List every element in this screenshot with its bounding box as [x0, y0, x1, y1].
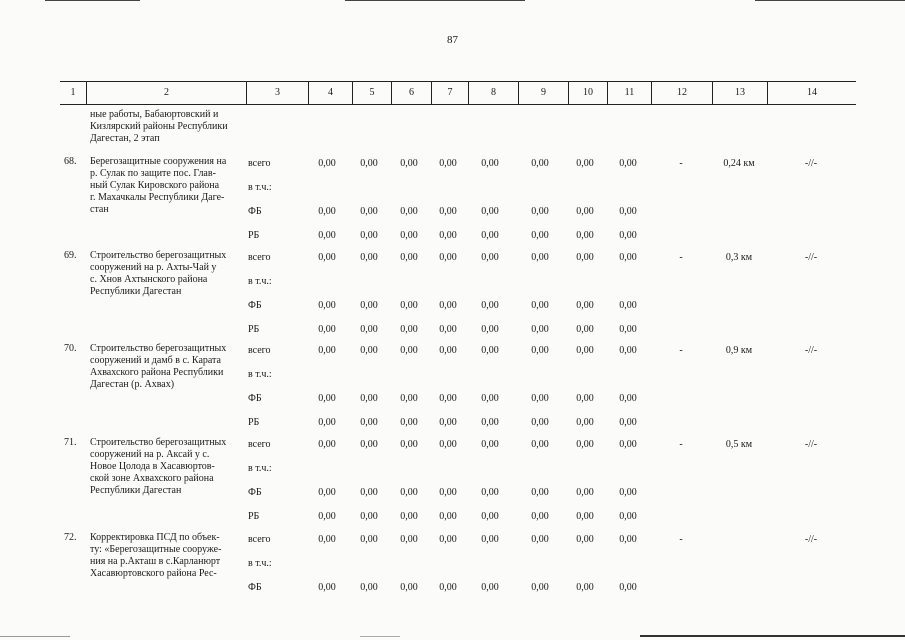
- value-cell: 0,00: [481, 582, 499, 593]
- line-label: ФБ: [248, 206, 262, 217]
- scan-edge-bottom-left: [0, 636, 70, 637]
- value-cell: 0,00: [439, 439, 457, 450]
- value-cell: 0,00: [531, 439, 549, 450]
- value-cell: 0,00: [360, 393, 378, 404]
- value-cell: 0,00: [318, 345, 336, 356]
- value-cell: 0,00: [576, 300, 594, 311]
- value-cell: 0,00: [318, 417, 336, 428]
- line-label: в т.ч.:: [248, 276, 272, 287]
- value-cell: 0,00: [481, 158, 499, 169]
- value-cell: 0,00: [531, 252, 549, 263]
- col12-cell: -: [679, 252, 683, 263]
- value-cell: 0,00: [619, 582, 637, 593]
- line-label: РБ: [248, 324, 260, 335]
- line-label: всего: [248, 345, 271, 356]
- value-cell: 0,00: [576, 230, 594, 241]
- row-number: 72.: [64, 532, 77, 543]
- value-cell: 0,00: [619, 534, 637, 545]
- value-cell: 0,00: [576, 206, 594, 217]
- value-cell: 0,00: [481, 230, 499, 241]
- value-cell: 0,00: [481, 324, 499, 335]
- value-cell: 0,00: [481, 252, 499, 263]
- value-cell: 0,00: [400, 158, 418, 169]
- col13-cell: 0,24 км: [723, 158, 755, 169]
- value-cell: 0,00: [360, 582, 378, 593]
- line-label: ФБ: [248, 487, 262, 498]
- scan-edge-top-left: [45, 0, 140, 1]
- value-cell: 0,00: [439, 393, 457, 404]
- value-cell: 0,00: [318, 230, 336, 241]
- row-name: Берегозащитные сооружения на р. Сулак по защите пос. Глав- ный Сулак Кировского района г. Махачкалы Республики Даге- стан: [90, 156, 227, 215]
- value-cell: 0,00: [619, 324, 637, 335]
- value-cell: 0,00: [576, 511, 594, 522]
- row-number: 69.: [64, 250, 77, 261]
- scan-edge-bottom-mid: [360, 636, 400, 637]
- value-cell: 0,00: [318, 439, 336, 450]
- value-cell: 0,00: [318, 252, 336, 263]
- value-cell: 0,00: [531, 345, 549, 356]
- line-label: всего: [248, 534, 271, 545]
- row-name: Строительство берегозащитных сооружений на р. Аксай у с. Новое Цолода в Хасавюртов- ской зоне Ахвахского района Республики Дагестан: [90, 437, 227, 496]
- header-col-6: 6: [391, 82, 431, 104]
- value-cell: 0,00: [439, 511, 457, 522]
- value-cell: 0,00: [481, 439, 499, 450]
- value-cell: 0,00: [531, 534, 549, 545]
- value-cell: 0,00: [360, 324, 378, 335]
- header-col-2: 2: [86, 82, 246, 104]
- value-cell: 0,00: [576, 417, 594, 428]
- row-name: Строительство берегозащитных сооружений на р. Ахты-Чай у с. Хнов Ахтынского района Республики Дагестан: [90, 250, 227, 297]
- line-label: ФБ: [248, 393, 262, 404]
- value-cell: 0,00: [439, 324, 457, 335]
- value-cell: 0,00: [360, 417, 378, 428]
- value-cell: 0,00: [439, 252, 457, 263]
- header-col-7: 7: [431, 82, 468, 104]
- value-cell: 0,00: [360, 345, 378, 356]
- line-label: в т.ч.:: [248, 182, 272, 193]
- value-cell: 0,00: [531, 487, 549, 498]
- line-label: всего: [248, 439, 271, 450]
- value-cell: 0,00: [481, 417, 499, 428]
- value-cell: 0,00: [531, 582, 549, 593]
- line-label: ФБ: [248, 300, 262, 311]
- value-cell: 0,00: [531, 206, 549, 217]
- value-cell: 0,00: [439, 158, 457, 169]
- value-cell: 0,00: [531, 393, 549, 404]
- value-cell: 0,00: [531, 230, 549, 241]
- value-cell: 0,00: [481, 511, 499, 522]
- value-cell: 0,00: [318, 582, 336, 593]
- value-cell: 0,00: [576, 487, 594, 498]
- value-cell: 0,00: [360, 439, 378, 450]
- value-cell: 0,00: [439, 345, 457, 356]
- value-cell: 0,00: [439, 417, 457, 428]
- value-cell: 0,00: [619, 511, 637, 522]
- value-cell: 0,00: [318, 511, 336, 522]
- value-cell: 0,00: [400, 417, 418, 428]
- value-cell: 0,00: [439, 487, 457, 498]
- col13-cell: 0,5 км: [725, 439, 753, 450]
- value-cell: 0,00: [576, 393, 594, 404]
- value-cell: 0,00: [439, 206, 457, 217]
- value-cell: 0,00: [360, 511, 378, 522]
- value-cell: 0,00: [576, 324, 594, 335]
- value-cell: 0,00: [360, 252, 378, 263]
- header-col-9: 9: [518, 82, 568, 104]
- value-cell: 0,00: [531, 324, 549, 335]
- value-cell: 0,00: [576, 582, 594, 593]
- header-col-10: 10: [568, 82, 607, 104]
- value-cell: 0,00: [481, 345, 499, 356]
- value-cell: 0,00: [400, 345, 418, 356]
- col12-cell: -: [679, 534, 683, 545]
- line-label: всего: [248, 252, 271, 263]
- col13-cell: 0,3 км: [725, 252, 753, 263]
- value-cell: 0,00: [318, 158, 336, 169]
- value-cell: 0,00: [318, 534, 336, 545]
- value-cell: 0,00: [439, 582, 457, 593]
- value-cell: 0,00: [531, 511, 549, 522]
- scan-edge-top-right: [755, 0, 905, 1]
- value-cell: 0,00: [400, 324, 418, 335]
- value-cell: 0,00: [360, 230, 378, 241]
- scan-edge-bottom-right: [640, 635, 905, 637]
- table-header: [60, 81, 856, 105]
- value-cell: 0,00: [481, 206, 499, 217]
- header-col-8: 8: [468, 82, 518, 104]
- col14-cell: -//-: [804, 534, 818, 545]
- value-cell: 0,00: [531, 300, 549, 311]
- value-cell: 0,00: [619, 158, 637, 169]
- line-label: в т.ч.:: [248, 558, 272, 569]
- value-cell: 0,00: [481, 534, 499, 545]
- value-cell: 0,00: [400, 300, 418, 311]
- value-cell: 0,00: [619, 252, 637, 263]
- col13-cell: 0,9 км: [725, 345, 753, 356]
- col12-cell: -: [679, 439, 683, 450]
- value-cell: 0,00: [531, 158, 549, 169]
- value-cell: 0,00: [439, 230, 457, 241]
- value-cell: 0,00: [576, 345, 594, 356]
- header-col-14: 14: [767, 82, 856, 104]
- col14-cell: -//-: [804, 439, 818, 450]
- value-cell: 0,00: [318, 300, 336, 311]
- col12-cell: -: [679, 158, 683, 169]
- value-cell: 0,00: [360, 487, 378, 498]
- header-col-13: 13: [712, 82, 767, 104]
- value-cell: 0,00: [318, 206, 336, 217]
- value-cell: 0,00: [619, 487, 637, 498]
- line-label: в т.ч.:: [248, 369, 272, 380]
- value-cell: 0,00: [619, 439, 637, 450]
- row-name: Корректировка ПСД по объек- ту: «Берегозащитные сооруже- ния на р.Акташ в с.Карланюрт Хасавюртовского района Рес-: [90, 532, 222, 579]
- line-label: РБ: [248, 417, 260, 428]
- col14-cell: -//-: [804, 158, 818, 169]
- value-cell: 0,00: [318, 324, 336, 335]
- line-label: РБ: [248, 511, 260, 522]
- value-cell: 0,00: [619, 393, 637, 404]
- value-cell: 0,00: [360, 158, 378, 169]
- value-cell: 0,00: [318, 487, 336, 498]
- value-cell: 0,00: [619, 300, 637, 311]
- page-number: 87: [447, 34, 458, 46]
- value-cell: 0,00: [576, 252, 594, 263]
- value-cell: 0,00: [360, 534, 378, 545]
- line-label: всего: [248, 158, 271, 169]
- value-cell: 0,00: [481, 487, 499, 498]
- header-col-5: 5: [352, 82, 391, 104]
- col14-cell: -//-: [804, 345, 818, 356]
- row-number: 68.: [64, 156, 77, 167]
- value-cell: 0,00: [318, 393, 336, 404]
- header-col-12: 12: [651, 82, 712, 104]
- value-cell: 0,00: [400, 534, 418, 545]
- line-label: в т.ч.:: [248, 463, 272, 474]
- value-cell: 0,00: [439, 300, 457, 311]
- row-number: 70.: [64, 343, 77, 354]
- value-cell: 0,00: [360, 206, 378, 217]
- header-col-1: 1: [70, 87, 76, 98]
- value-cell: 0,00: [400, 393, 418, 404]
- value-cell: 0,00: [619, 345, 637, 356]
- value-cell: 0,00: [400, 252, 418, 263]
- col12-cell: -: [679, 345, 683, 356]
- value-cell: 0,00: [619, 417, 637, 428]
- value-cell: 0,00: [481, 300, 499, 311]
- value-cell: 0,00: [400, 439, 418, 450]
- value-cell: 0,00: [439, 534, 457, 545]
- col14-cell: -//-: [804, 252, 818, 263]
- value-cell: 0,00: [576, 158, 594, 169]
- value-cell: 0,00: [619, 206, 637, 217]
- value-cell: 0,00: [360, 300, 378, 311]
- value-cell: 0,00: [400, 206, 418, 217]
- line-label: РБ: [248, 230, 260, 241]
- value-cell: 0,00: [576, 439, 594, 450]
- value-cell: 0,00: [400, 487, 418, 498]
- header-col-4: 4: [308, 82, 352, 104]
- value-cell: 0,00: [400, 582, 418, 593]
- row-number: 71.: [64, 437, 77, 448]
- value-cell: 0,00: [576, 534, 594, 545]
- header-col-11: 11: [607, 82, 651, 104]
- value-cell: 0,00: [400, 511, 418, 522]
- continuation-text: ные работы, Бабаюртовский и Кизлярский районы Республики Дагестан, 2 этап: [90, 109, 228, 144]
- value-cell: 0,00: [481, 393, 499, 404]
- row-name: Строительство берегозащитных сооружений и дамб в с. Карата Ахвахского района Республики Дагестан (р. Ахвах): [90, 343, 227, 390]
- value-cell: 0,00: [400, 230, 418, 241]
- header-col-3: 3: [246, 82, 308, 104]
- value-cell: 0,00: [531, 417, 549, 428]
- value-cell: 0,00: [619, 230, 637, 241]
- scan-edge-top-mid: [345, 0, 525, 1]
- line-label: ФБ: [248, 582, 262, 593]
